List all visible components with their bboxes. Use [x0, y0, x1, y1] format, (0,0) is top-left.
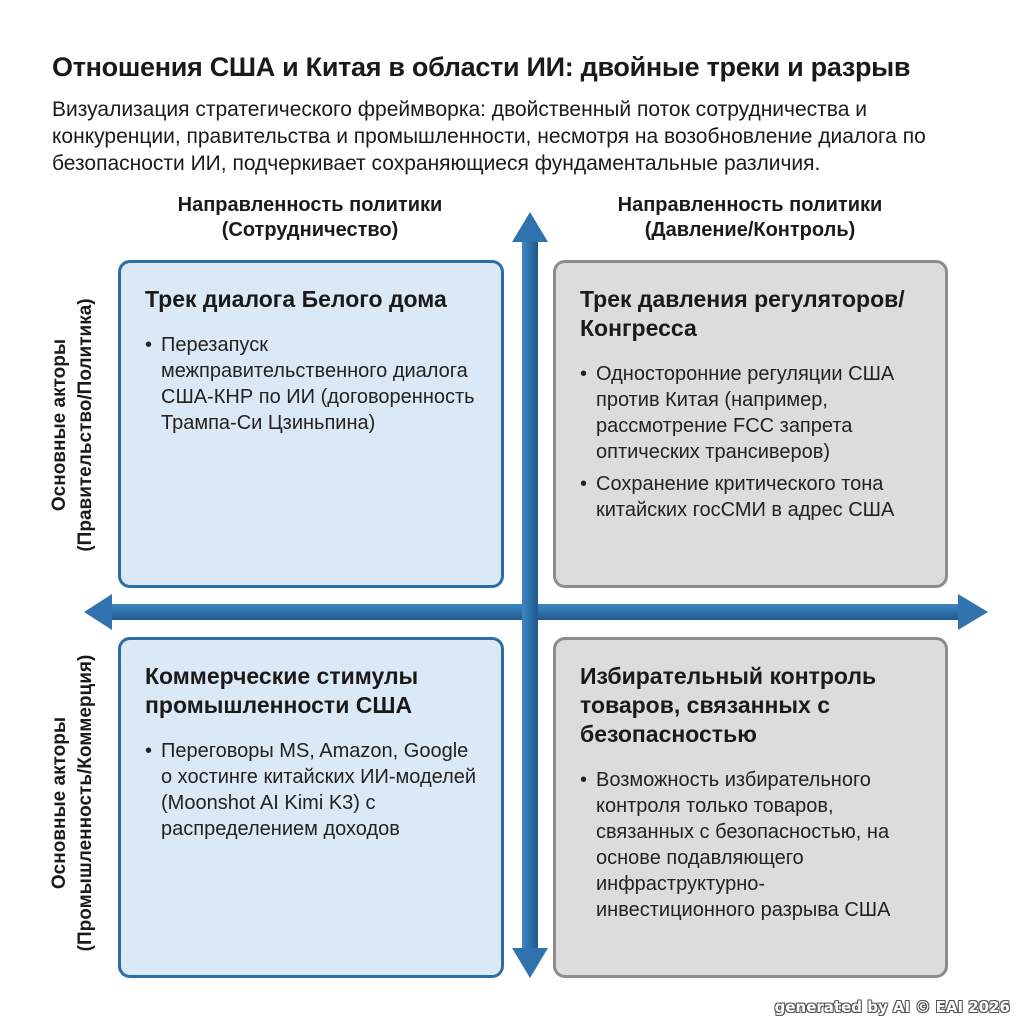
bullet-list — [580, 767, 923, 923]
row-header-line: Основные акторы — [49, 338, 70, 512]
column-header-line: (Давление/Контроль) — [644, 219, 856, 241]
bullet-list — [580, 361, 923, 523]
column-header-line: Направленность политики — [177, 194, 443, 216]
vertical-axis-arrow — [512, 212, 548, 978]
row-header-line: (Правительство/Политика) — [75, 298, 96, 552]
bullet-item: • Сохранение критического тона китайских госСМИ в адрес США — [580, 471, 923, 523]
watermark: generated by AI © EAI 2026 — [774, 998, 1010, 1016]
bullet-list — [145, 738, 479, 842]
quadrant-title: Трек давления регуляторов/Конгресса — [580, 286, 905, 341]
quadrant-selective-control — [553, 637, 948, 978]
row-header-line: Основные акторы — [49, 716, 70, 890]
column-header-line: (Сотрудничество) — [221, 219, 399, 241]
column-header-line: Направленность политики — [617, 194, 883, 216]
bullet-item: • Переговоры MS, Amazon, Google о хостинге китайских ИИ-моделей (Moonshot AI Kimi K3) с распределением доходов — [145, 738, 479, 842]
page-subtitle: Визуализация стратегического фреймворка: двойственный поток сотрудничества и конкуренции, правительства и промышленности, несмотря на возобновление диалога по безопасности ИИ, подчеркивает сохраняющиеся фундаментальные различия. — [52, 98, 926, 175]
quadrant-white-house-dialogue — [118, 260, 504, 588]
page-title: Отношения США и Китая в области ИИ: двойные треки и разрыв — [52, 52, 911, 82]
quadrant-title: Трек диалога Белого дома — [145, 286, 447, 312]
quadrant-regulatory-pressure — [553, 260, 948, 588]
quadrant-title: Избирательный контроль товаров, связанных с безопасностью — [580, 663, 877, 747]
bullet-item: • Перезапуск межправительственного диалога США-КНР по ИИ (договоренность Трампа-Си Цзиньпина) — [145, 332, 479, 436]
quadrant-title: Коммерческие стимулы промышленности США — [145, 663, 419, 718]
quadrant-industry-incentives — [118, 637, 504, 978]
bullet-item: • Возможность избирательного контроля только товаров, связанных с безопасностью, на основе подавляющего инфраструктурно-инвестиционного разрыва США — [580, 767, 923, 923]
bullet-list — [145, 332, 479, 436]
row-header-line: (Промышленность/Коммерция) — [75, 654, 96, 952]
bullet-item: • Односторонние регуляции США против Китая (например, рассмотрение FCC запрета оптических трансиверов) — [580, 361, 923, 465]
